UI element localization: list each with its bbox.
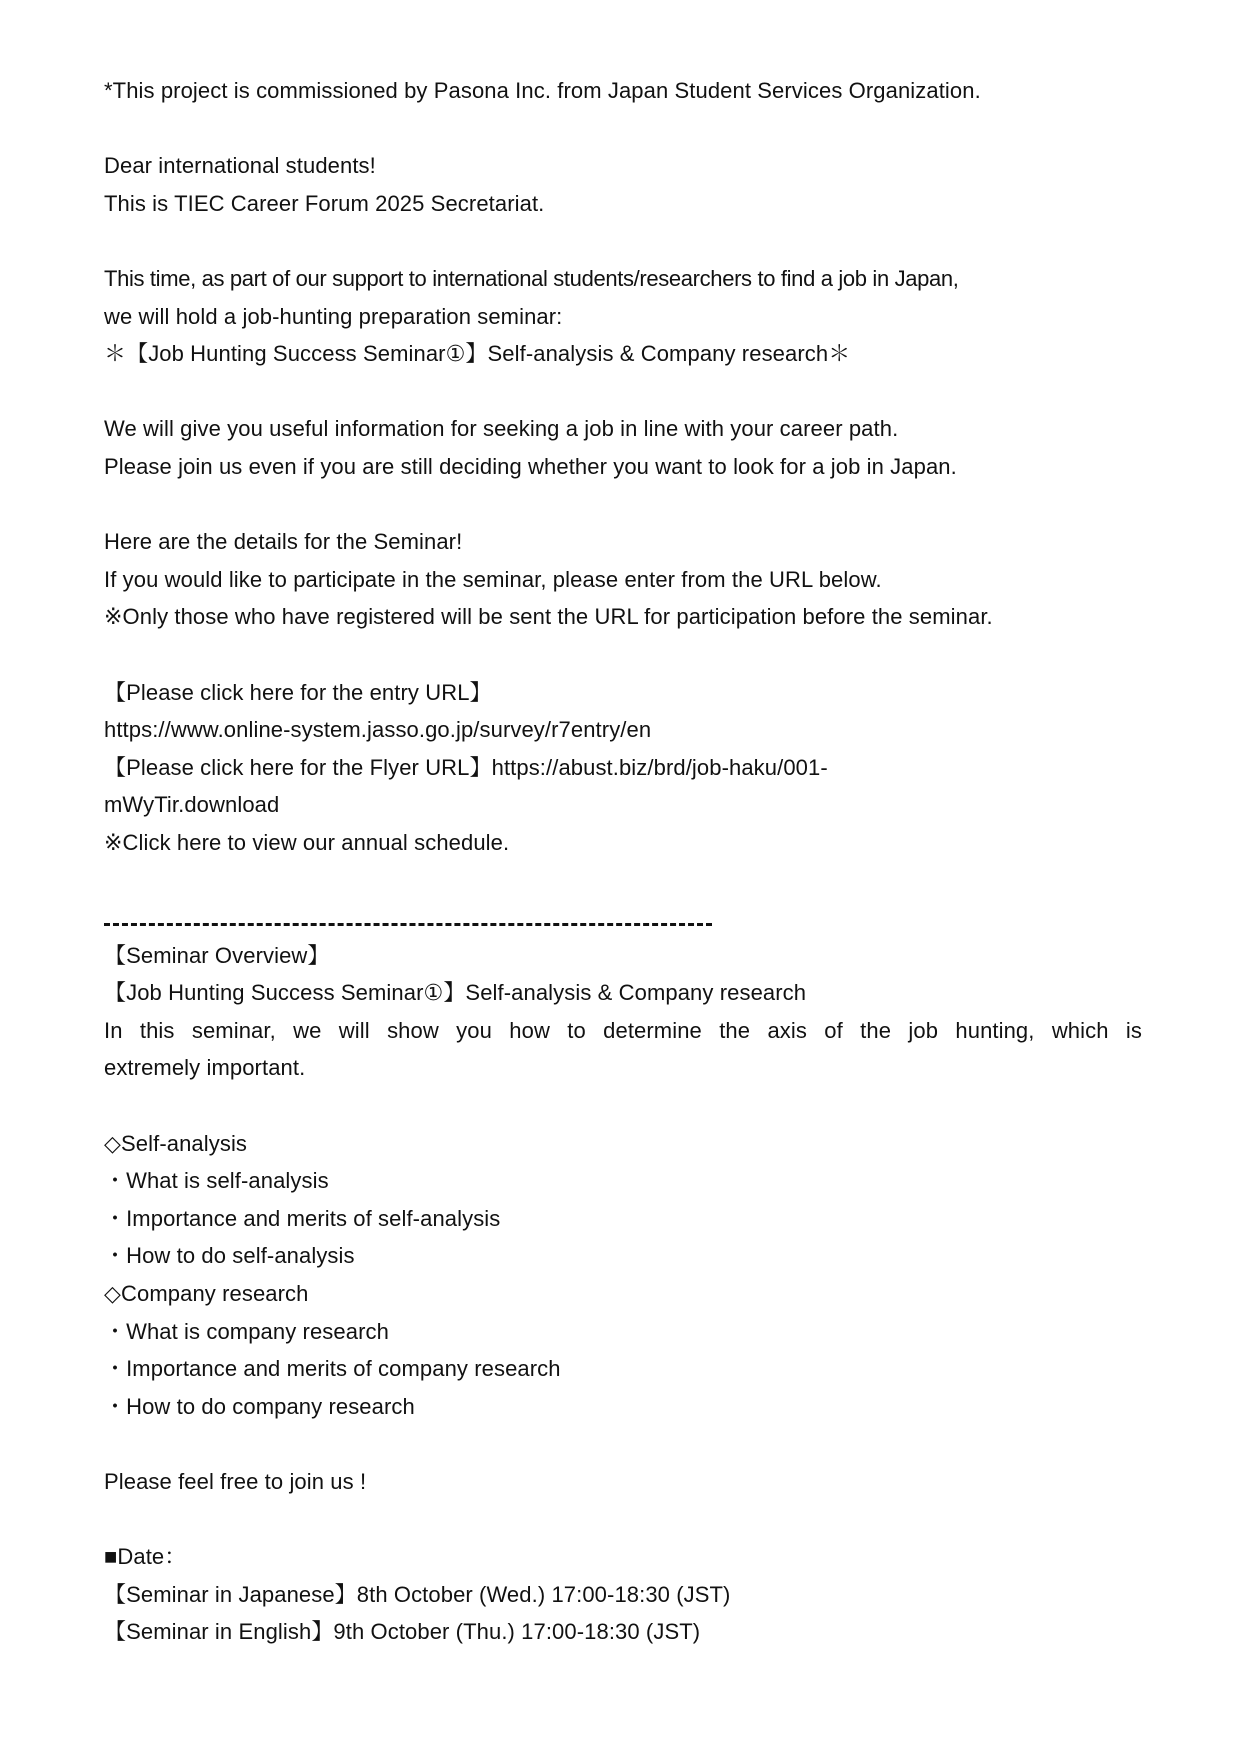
annual-schedule-link[interactable]: ※Click here to view our annual schedule. xyxy=(104,829,510,855)
section-divider xyxy=(104,899,1144,937)
registration-note: ※Only those who have registered will be sent the URL for participation before the seminar. xyxy=(104,604,993,630)
overview-heading: 【Seminar Overview】 xyxy=(104,942,330,968)
topic-heading: ◇Company research xyxy=(104,1281,309,1306)
overview-title: 【Job Hunting Success Seminar①】Self-analysis & Company research xyxy=(104,980,807,1006)
info-line: We will give you useful information for seeking a job in line with your career path. xyxy=(104,416,899,442)
topic-item: ・How to do self-analysis xyxy=(104,1243,355,1269)
entry-url-link[interactable]: https://www.online-system.jasso.go.jp/survey/r7entry/en xyxy=(104,717,652,743)
topic-heading: ◇Self-analysis xyxy=(104,1130,248,1156)
overview-description-continued: extremely important. xyxy=(104,1055,306,1081)
closing-line: Please feel free to join us ! xyxy=(104,1468,367,1494)
greeting-line: Dear international students! xyxy=(104,153,376,179)
topic-item: ・Importance and merits of company research xyxy=(104,1356,561,1382)
spacer xyxy=(104,1087,1144,1125)
topic-item: ・What is company research xyxy=(104,1318,389,1344)
flyer-url-label: 【Please click here for the Flyer URL】 xyxy=(104,754,492,780)
seminar-title-line: ＊【Job Hunting Success Seminar①】Self-analysis & Company research＊ xyxy=(104,341,851,367)
commission-notice: *This project is commissioned by Pasona Inc. from Japan Student Services Organization. xyxy=(104,78,981,103)
date-english-seminar: 【Seminar in English】9th October (Thu.) 17:00-18:30 (JST) xyxy=(104,1619,701,1645)
spacer xyxy=(104,636,1144,674)
details-line: Here are the details for the Seminar! xyxy=(104,529,463,555)
flyer-url-link[interactable]: https://abust.biz/brd/job-haku/001- xyxy=(491,754,828,780)
overview-description: In this seminar, we will show you how to determine the axis of the job hunting, which is xyxy=(104,1017,1142,1043)
topic-item: ・How to do company research xyxy=(104,1393,415,1419)
date-japanese-seminar: 【Seminar in Japanese】8th October (Wed.) 17:00-18:30 (JST) xyxy=(104,1581,731,1607)
spacer xyxy=(104,373,1144,411)
spacer xyxy=(104,222,1144,260)
intro-line: we will hold a job-hunting preparation seminar: xyxy=(104,303,563,329)
topic-self-analysis xyxy=(104,1125,1144,1275)
entry-url-label: 【Please click here for the entry URL】 xyxy=(104,679,492,705)
intro-line: This time, as part of our support to international students/researchers to find a job in Japan, xyxy=(104,265,959,291)
info-line: Please join us even if you are still deciding whether you want to look for a job in Japan. xyxy=(104,453,957,479)
secretariat-line: This is TIEC Career Forum 2025 Secretariat. xyxy=(104,190,545,216)
spacer xyxy=(104,1425,1144,1463)
spacer xyxy=(104,110,1144,148)
topic-company-research xyxy=(104,1275,1144,1425)
flyer-url-link-continued[interactable]: mWyTir.download xyxy=(104,792,280,818)
topic-item: ・What is self-analysis xyxy=(104,1168,329,1194)
details-line: If you would like to participate in the seminar, please enter from the URL below. xyxy=(104,566,882,592)
topic-item: ・Importance and merits of self-analysis xyxy=(104,1205,501,1231)
spacer xyxy=(104,486,1144,524)
document-page xyxy=(104,72,1144,1651)
spacer xyxy=(104,861,1144,899)
date-heading: ■Date： xyxy=(104,1544,187,1570)
spacer xyxy=(104,1501,1144,1539)
